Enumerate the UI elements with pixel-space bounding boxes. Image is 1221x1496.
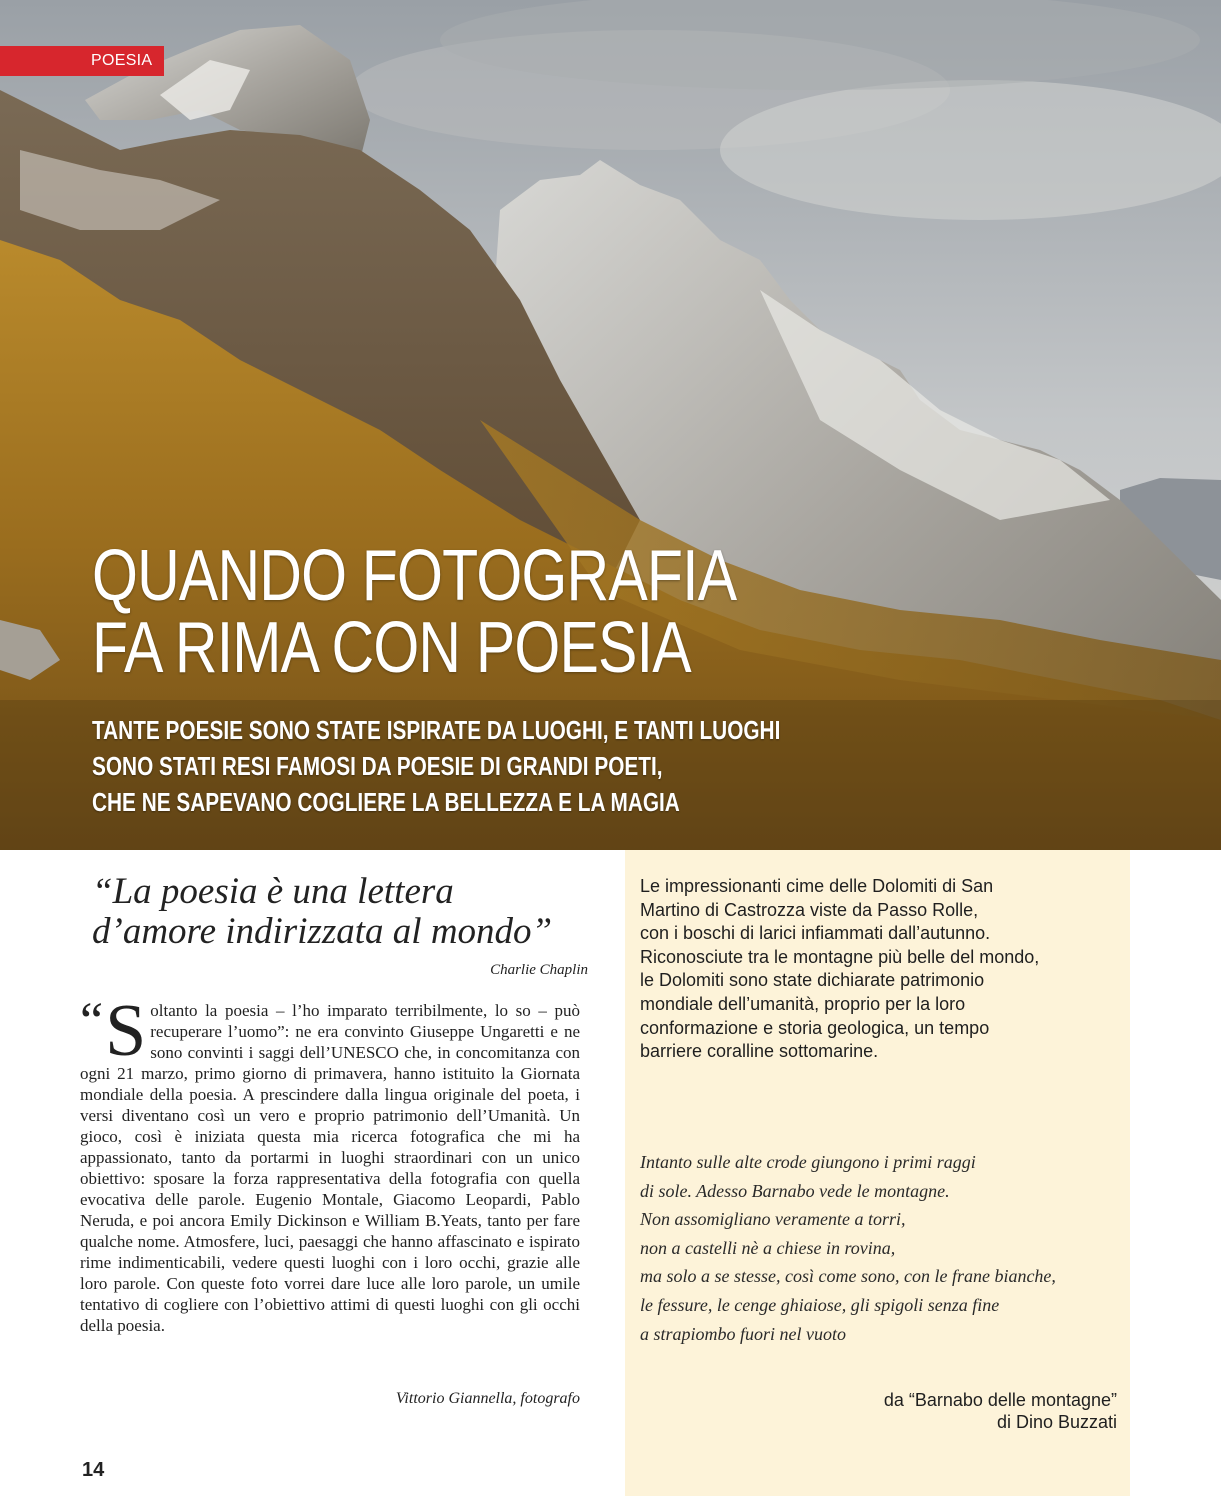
poem-line: a strapiombo fuori nel vuoto xyxy=(640,1323,846,1344)
drop-cap: S xyxy=(105,990,147,1072)
article-title xyxy=(92,536,830,688)
page-number: 14 xyxy=(82,1459,105,1481)
poem-line: Intanto sulle alte crode giungono i primi raggi xyxy=(640,1152,976,1172)
poem-line: ma solo a se stesse, così come sono, con le frane bianche, xyxy=(640,1266,1056,1287)
article-subtitle-line-2: SONO STATI RESI FAMOSI DA POESIE DI GRANDI POETI, xyxy=(92,751,663,781)
poem-source-line-1: da “Barnabo delle montagne” xyxy=(883,1390,1117,1410)
pull-quote-line-1: “La poesia è una lettera xyxy=(92,871,454,912)
article-body xyxy=(80,990,580,1336)
poem-line: non a castelli nè a chiese in rovina, xyxy=(640,1237,896,1258)
article-body-text: oltanto la poesia – l’ho imparato terribilmente, lo so – può recuperare l’uomo”: ne era convinto Giuseppe Ungaretti e ne sono convinti i saggi dell’UNESCO che, in concomitanza con ogni 21 marzo, primo giorno di primavera, hanno istituito la Giornata mondiale della poesia. A prescindere dalla lingua originale del poeta, i versi diventano così un vero e proprio patrimonio dell’Umanità. Un gioco, così è iniziata questa mia ricerca fotografica che mi ha appassionato, tanto da portarmi in luoghi straordinari con un unico obiettivo: sposare la forza rappresentativa della fotografia con quella evocativa delle parole. Eugenio Montale, Giacomo Leopardi, Pablo Neruda, e poi ancora Emily Dickinson e William B.Yeats, tanto per fare qualche nome. Atmosfere, luci, paesaggi che hanno affascinato e ispirato rime indimenticabili, vedere questi luoghi con i loro occhi, grazie alle loro parole. Con queste foto vorrei dare luce alle loro parole, un umile tentativo di cogliere con l’obiettivo attimi di questi luoghi con gli occhi della poesia. xyxy=(80,1001,580,1335)
photo-caption-line: mondiale dell’umanità, proprio per la loro xyxy=(640,993,966,1014)
author-signature: Vittorio Giannella, fotografo xyxy=(395,1390,580,1407)
poem-line: le fessure, le cenge ghiaiose, gli spigoli senza fine xyxy=(640,1294,1000,1315)
photo-caption-line: le Dolomiti sono state dichiarate patrimonio xyxy=(640,970,985,991)
pull-quote-line-2: d’amore indirizzata al mondo” xyxy=(92,911,553,952)
photo-caption xyxy=(640,875,1090,1064)
photo-caption-line: conformazione e storia geologica, un tempo xyxy=(640,1017,990,1038)
poem-source xyxy=(760,1389,1117,1433)
poem-line: di sole. Adesso Barnabo vede le montagne. xyxy=(640,1180,950,1201)
poem-excerpt xyxy=(640,1148,1120,1348)
pull-quote xyxy=(92,872,592,952)
section-tag: POESIA xyxy=(0,46,164,76)
photo-caption-line: barriere coralline sottomarine. xyxy=(640,1041,879,1062)
article-subtitle-line-3: CHE NE SAPEVANO COGLIERE LA BELLEZZA E LA MAGIA xyxy=(92,787,680,817)
poem-source-line-2: di Dino Buzzati xyxy=(996,1412,1117,1432)
photo-caption-line: Le impressionanti cime delle Dolomiti di San xyxy=(640,876,994,896)
article-subtitle xyxy=(92,712,796,820)
poem-line: Non assomigliano veramente a torri, xyxy=(640,1209,906,1230)
opening-quote-mark: “ xyxy=(80,993,104,1050)
article-title-line-2: FA RIMA CON POESIA xyxy=(92,608,691,688)
photo-caption-line: con i boschi di larici infiammati dall’autunno. xyxy=(640,923,991,944)
article-title-line-1: QUANDO FOTOGRAFIA xyxy=(92,536,737,616)
article-subtitle-line-1: TANTE POESIE SONO STATE ISPIRATE DA LUOGHI, E TANTI LUOGHI xyxy=(92,715,781,745)
pull-quote-author: Charlie Chaplin xyxy=(490,962,588,978)
photo-caption-line: Martino di Castrozza viste da Passo Rolle, xyxy=(640,899,979,920)
photo-caption-line: Riconosciute tra le montagne più belle del mondo, xyxy=(640,946,1040,967)
